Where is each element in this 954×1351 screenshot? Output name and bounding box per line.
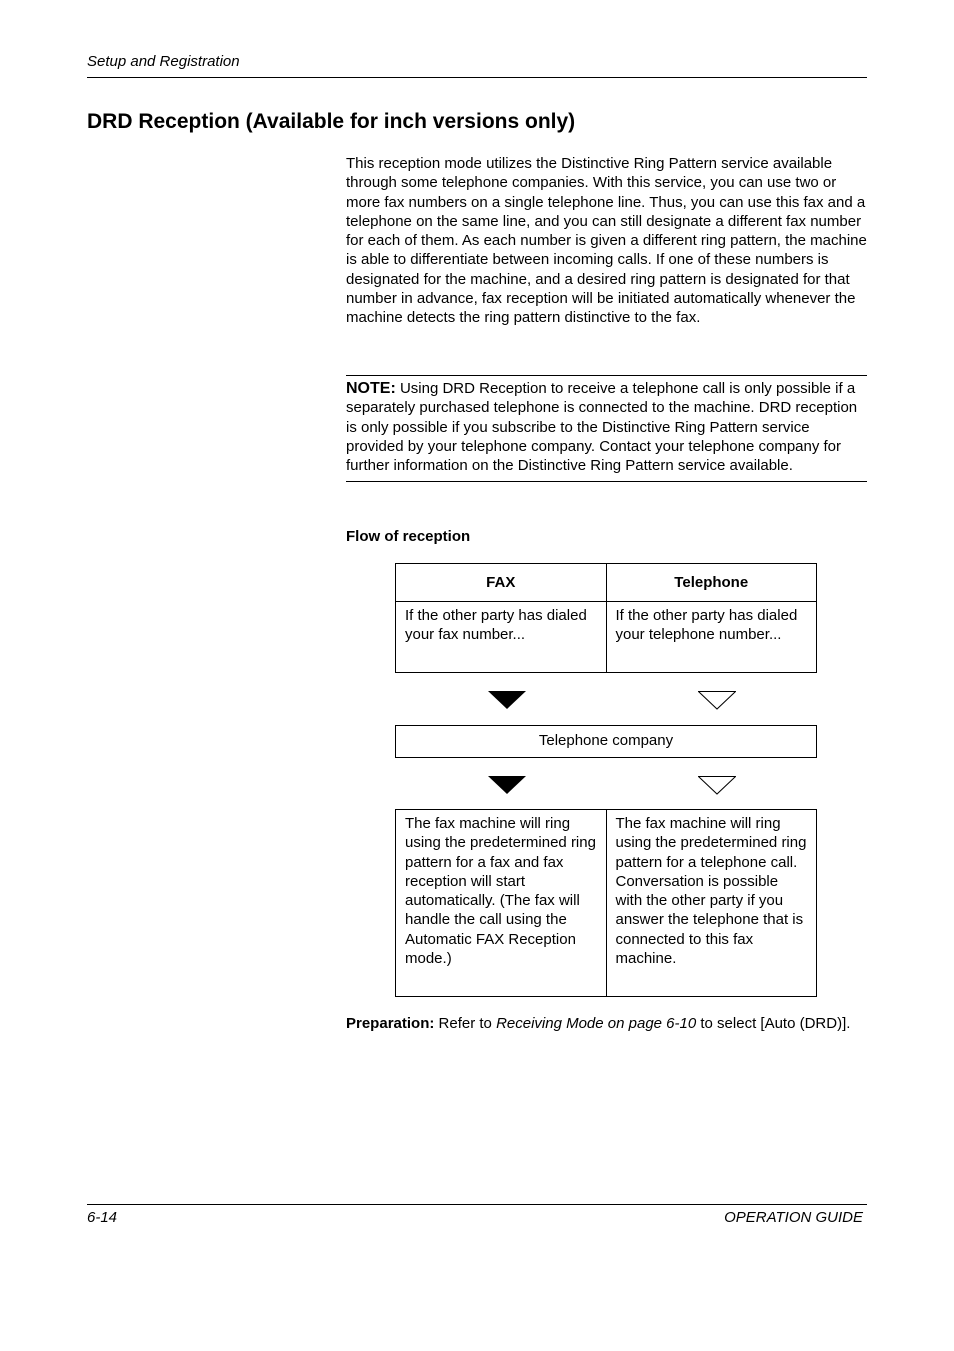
preparation-reference: Receiving Mode on page 6-10 — [496, 1015, 697, 1032]
column-header-telephone: Telephone — [606, 564, 817, 602]
triangle-down-outline-icon — [698, 776, 736, 795]
telephone-result-cell: The fax machine will ring using the predetermined ring pattern for a telephone call. Conversation is possible with the other party if you answer the telephone that is connected to this fax machine. — [606, 810, 817, 997]
guide-name: OPERATION GUIDE — [724, 1209, 863, 1226]
note-label: NOTE: — [346, 380, 396, 397]
triangle-down-outline-icon — [698, 691, 736, 710]
flow-result-table — [395, 809, 817, 997]
intro-paragraph: This reception mode utilizes the Distinctive Ring Pattern service available through some telephone companies. With this service, you can use two or more fax numbers on a single telephone line. Thus, you can use this fax and a telephone on the same line, and you can still designate a different fax number for each of them. As each number is given a different ring pattern, the machine is able to differentiate between incoming calls. If one of these numbers is designated for the machine, and a desired ring pattern is designated for that number in advance, fax reception will be initiated automatically whenever the machine detects the ring pattern distinctive to the fax. — [346, 155, 867, 327]
triangle-down-filled-icon — [488, 776, 526, 795]
fax-dialed-cell: If the other party has dialed your fax number... — [396, 602, 607, 673]
preparation-text-after: to select [Auto (DRD)]. — [696, 1015, 851, 1032]
flow-heading: Flow of reception — [346, 528, 471, 545]
telephone-company-box: Telephone company — [395, 725, 817, 758]
running-header: Setup and Registration — [87, 53, 240, 70]
preparation-paragraph — [346, 1014, 868, 1033]
note-text: Using DRD Reception to receive a telephone call is only possible if a separately purchased telephone is connected to the machine. DRD reception is only possible if you subscribe to the Distinctive Ring Pattern service provided by your telephone company. Contact your telephone company for further information on the Distinctive Ring Pattern service available. — [346, 380, 858, 475]
header-divider — [87, 77, 867, 78]
preparation-text-before: Refer to — [434, 1015, 497, 1032]
triangle-down-filled-icon — [488, 691, 526, 710]
footer-divider — [87, 1204, 867, 1205]
flow-start-table — [395, 563, 817, 673]
note-box — [346, 375, 867, 482]
page-number: 6-14 — [87, 1209, 118, 1226]
preparation-label: Preparation: — [346, 1015, 435, 1032]
column-header-fax: FAX — [396, 564, 607, 602]
page-title: DRD Reception (Available for inch versions only) — [87, 110, 576, 133]
telephone-dialed-cell: If the other party has dialed your telephone number... — [606, 602, 817, 673]
fax-result-cell: The fax machine will ring using the predetermined ring pattern for a fax and fax reception will start automatically. (The fax will handle the call using the Automatic FAX Reception mode.) — [396, 810, 607, 997]
